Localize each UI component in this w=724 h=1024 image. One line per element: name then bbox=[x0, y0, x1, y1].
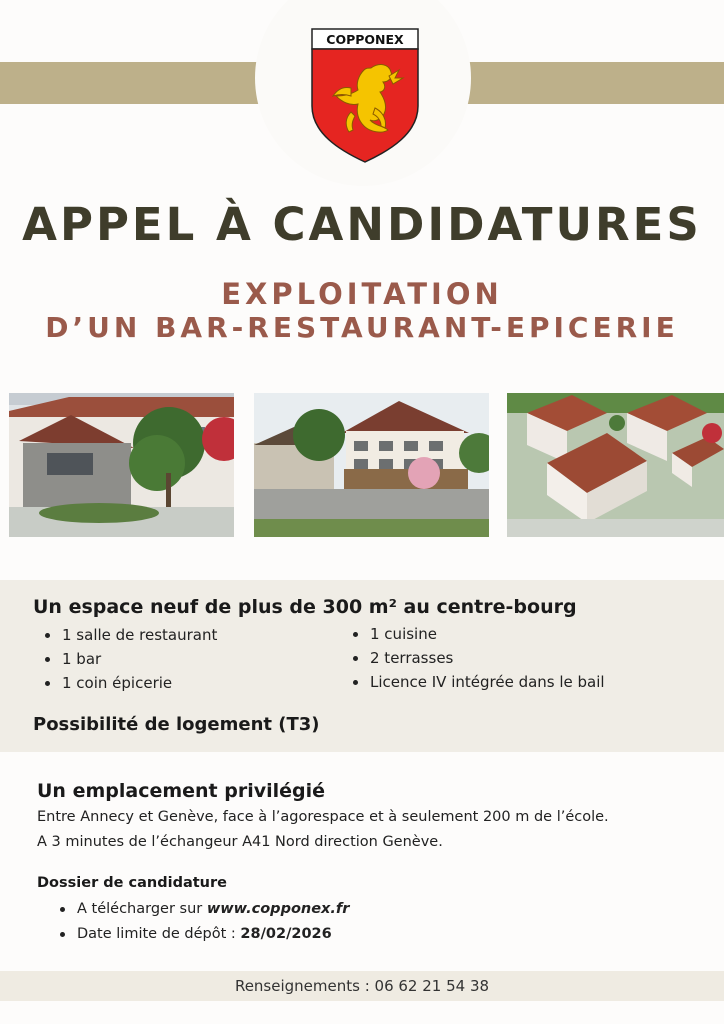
footer-contact: Renseignements : 06 62 21 54 38 bbox=[0, 971, 724, 1001]
subtitle-line-2: D’UN BAR-RESTAURANT-EPICERIE bbox=[45, 311, 679, 344]
dossier-list bbox=[60, 897, 349, 947]
deadline-item bbox=[60, 922, 349, 947]
list-item: 2 terrasses bbox=[353, 646, 605, 670]
dossier-heading: Dossier de candidature bbox=[37, 875, 227, 891]
download-item bbox=[60, 897, 349, 922]
logo-text: COPPONEX bbox=[326, 32, 404, 47]
subtitle-line-1: EXPLOITATION bbox=[221, 277, 503, 311]
list-item: 1 salle de restaurant bbox=[45, 623, 217, 647]
modern-building-photo bbox=[254, 393, 489, 537]
features-list-left bbox=[45, 623, 217, 695]
website-link[interactable]: www.copponex.fr bbox=[206, 901, 350, 917]
page-title: APPEL À CANDIDATURES bbox=[22, 198, 702, 251]
deadline-prefix: Date limite de dépôt : bbox=[77, 926, 241, 942]
list-item: 1 bar bbox=[45, 647, 217, 671]
list-item: Licence IV intégrée dans le bail bbox=[353, 670, 605, 694]
features-list-right bbox=[353, 622, 605, 694]
lion-shield-icon bbox=[311, 28, 419, 164]
location-line-2: A 3 minutes de l’échangeur A41 Nord direction Genève. bbox=[37, 834, 443, 850]
location-line-1: Entre Annecy et Genève, face à l’agorespace et à seulement 200 m de l’école. bbox=[37, 809, 609, 825]
download-prefix: A télécharger sur bbox=[77, 901, 207, 917]
features-heading: Un espace neuf de plus de 300 m² au centre-bourg bbox=[33, 596, 577, 618]
list-item: 1 cuisine bbox=[353, 622, 605, 646]
list-item: 1 coin épicerie bbox=[45, 671, 217, 695]
location-heading: Un emplacement privilégié bbox=[37, 780, 326, 802]
deadline-date: 28/02/2026 bbox=[240, 926, 332, 942]
housing-note: Possibilité de logement (T3) bbox=[33, 714, 320, 735]
stone-building-photo bbox=[9, 393, 234, 537]
features-panel bbox=[0, 580, 724, 752]
aerial-buildings-photo bbox=[507, 393, 724, 537]
